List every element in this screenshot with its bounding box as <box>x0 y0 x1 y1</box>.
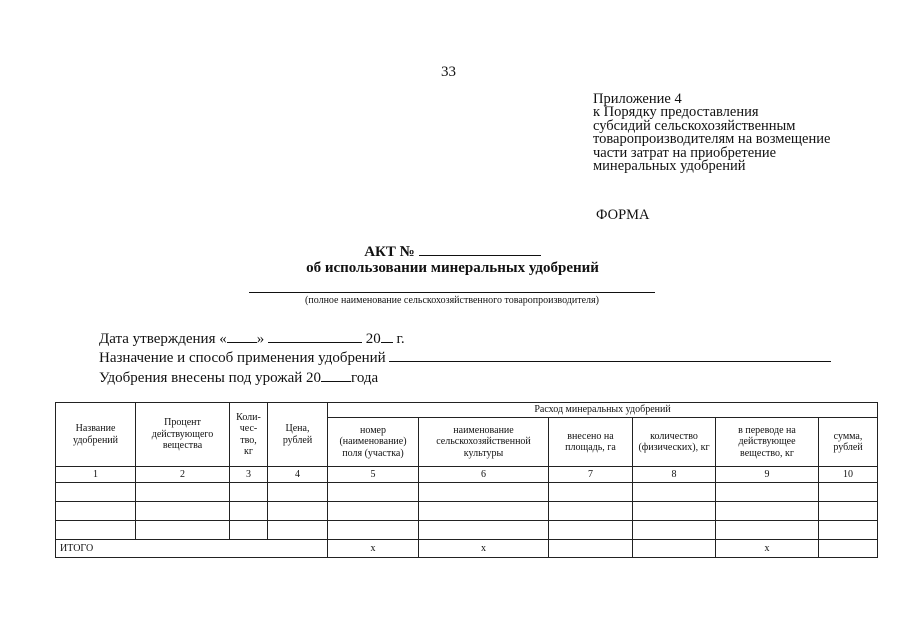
table-cell[interactable] <box>549 502 633 521</box>
total-area-cell[interactable] <box>549 540 633 558</box>
table-row <box>56 521 878 540</box>
appendix-line: Приложение 4 <box>593 91 682 107</box>
column-number: 8 <box>633 467 716 483</box>
appendix-line: части затрат на приобретение <box>593 144 777 161</box>
date-suffix: г. <box>396 331 405 347</box>
table-cell[interactable] <box>328 483 419 502</box>
table-row <box>56 502 878 521</box>
table-cell[interactable] <box>56 521 136 540</box>
appendix-line: к Порядку предоставления <box>593 104 759 121</box>
table-cell[interactable] <box>328 502 419 521</box>
harvest-field <box>99 368 378 387</box>
header-active-substance: в переводе на действующее вещество, кг <box>716 418 819 467</box>
header-percent: Процент действующего вещества <box>136 403 230 467</box>
column-number: 6 <box>419 467 549 483</box>
column-number: 4 <box>268 467 328 483</box>
act-title-text: АКТ № <box>364 244 415 260</box>
purpose-blank[interactable] <box>389 348 831 362</box>
appendix-line: минеральных удобрений <box>593 158 746 175</box>
column-number: 2 <box>136 467 230 483</box>
header-expense-group: Расход минеральных удобрений <box>328 403 878 418</box>
table-cell[interactable] <box>230 483 268 502</box>
header-sum: сумма, рублей <box>819 418 878 467</box>
total-sum-cell[interactable] <box>819 540 878 558</box>
harvest-year-blank[interactable] <box>321 368 351 382</box>
total-x-mark: х <box>419 540 549 558</box>
act-subtitle: об использовании минеральных удобрений <box>306 260 599 276</box>
date-label: Дата утверждения « <box>99 331 227 347</box>
table-cell[interactable] <box>268 521 328 540</box>
table-cell[interactable] <box>268 502 328 521</box>
table-cell[interactable] <box>549 521 633 540</box>
date-year-prefix: 20 <box>365 331 381 347</box>
column-number: 7 <box>549 467 633 483</box>
table-cell[interactable] <box>633 483 716 502</box>
table-cell[interactable] <box>136 502 230 521</box>
table-cell[interactable] <box>819 521 878 540</box>
table-cell[interactable] <box>419 502 549 521</box>
appendix-line: субсидий сельскохозяйственным <box>593 117 796 134</box>
header-quantity: Коли- чес- тво, кг <box>230 403 268 467</box>
total-x-mark: х <box>716 540 819 558</box>
table-cell[interactable] <box>268 483 328 502</box>
column-number-row <box>56 467 878 483</box>
fertilizer-usage-table <box>55 402 878 558</box>
approval-date-field <box>99 329 405 348</box>
table-cell[interactable] <box>819 483 878 502</box>
date-year-blank[interactable] <box>381 329 393 343</box>
table-cell[interactable] <box>328 521 419 540</box>
header-crop: наименование сельскохозяйственной культуры <box>419 418 549 467</box>
table-cell[interactable] <box>633 521 716 540</box>
column-number: 5 <box>328 467 419 483</box>
table-cell[interactable] <box>549 483 633 502</box>
table-cell[interactable] <box>56 483 136 502</box>
header-field-number: номер (наименование) поля (участка) <box>328 418 419 467</box>
header-physical-quantity: количество (физических), кг <box>633 418 716 467</box>
purpose-label: Назначение и способ применения удобрений <box>99 350 386 366</box>
column-number: 3 <box>230 467 268 483</box>
table-cell[interactable] <box>136 521 230 540</box>
header-area: внесено на площадь, га <box>549 418 633 467</box>
table-cell[interactable] <box>136 483 230 502</box>
form-label: ФОРМА <box>596 207 650 223</box>
table-cell[interactable] <box>56 502 136 521</box>
header-price: Цена, рублей <box>268 403 328 467</box>
column-number: 9 <box>716 467 819 483</box>
table-cell[interactable] <box>230 521 268 540</box>
harvest-label: Удобрения внесены под урожай 20 <box>99 370 322 386</box>
column-number: 10 <box>819 467 878 483</box>
producer-name-blank[interactable] <box>249 292 655 293</box>
date-month-blank[interactable] <box>268 329 362 343</box>
total-label: ИТОГО <box>56 540 328 558</box>
table-cell[interactable] <box>230 502 268 521</box>
table-cell[interactable] <box>716 521 819 540</box>
purpose-field <box>99 348 831 367</box>
table-cell[interactable] <box>419 521 549 540</box>
act-number-blank[interactable] <box>419 241 541 256</box>
date-day-blank[interactable] <box>227 329 257 343</box>
harvest-suffix: года <box>351 370 379 386</box>
table-cell[interactable] <box>819 502 878 521</box>
table-row <box>56 483 878 502</box>
producer-caption: (полное наименование сельскохозяйственного товаропроизводителя) <box>305 295 599 306</box>
total-physical-cell[interactable] <box>633 540 716 558</box>
date-quote-close: » <box>256 331 265 347</box>
page-number: 33 <box>441 64 456 80</box>
column-number: 1 <box>56 467 136 483</box>
table-cell[interactable] <box>716 502 819 521</box>
appendix-line: товаропроизводителям на возмещение <box>593 131 831 148</box>
header-name: Название удобрений <box>56 403 136 467</box>
table-cell[interactable] <box>716 483 819 502</box>
table-cell[interactable] <box>633 502 716 521</box>
table-cell[interactable] <box>419 483 549 502</box>
appendix-note <box>593 93 830 173</box>
act-title <box>0 241 905 261</box>
total-x-mark: х <box>328 540 419 558</box>
total-row <box>56 540 878 558</box>
